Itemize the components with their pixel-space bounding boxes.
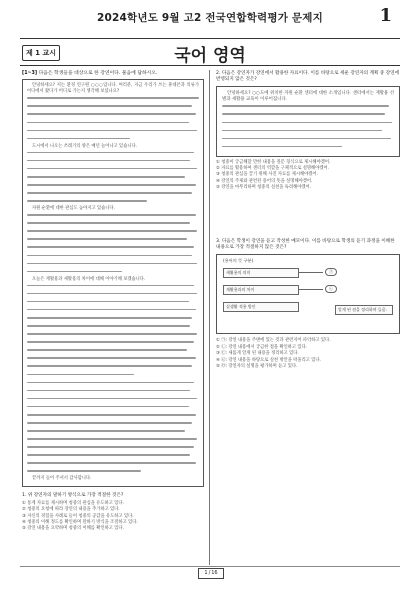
text-line bbox=[27, 105, 199, 111]
text-line bbox=[27, 160, 199, 166]
total-pages: 16 bbox=[211, 570, 218, 576]
text-line bbox=[222, 138, 394, 144]
question-2-option[interactable]: ③ 청중의 관심을 끌기 위해 사진 자료를 제시해야겠어. bbox=[216, 172, 318, 178]
text-line bbox=[27, 390, 199, 396]
text-line bbox=[222, 113, 394, 119]
group-text: 다음은 학생들을 대상으로 한 강연이다. 물음에 답하시오. bbox=[38, 71, 158, 76]
diagram-tag-2: ㉡ bbox=[325, 285, 337, 293]
text-line bbox=[27, 414, 199, 420]
group-instruction bbox=[22, 71, 204, 77]
question-2-option[interactable]: ⑤ 강연을 마무리하며 청중의 실천을 독려해야겠어. bbox=[216, 185, 312, 191]
memo-diagram bbox=[216, 254, 400, 334]
text-line bbox=[27, 406, 199, 412]
page-separator: / bbox=[208, 570, 211, 576]
passage-paragraph: 끝까지 들어 주셔서 감사합니다. bbox=[32, 476, 92, 482]
text-line bbox=[27, 301, 199, 307]
diagram-box-2: 재활용과의 차이 bbox=[223, 285, 299, 294]
text-line bbox=[27, 113, 199, 119]
question-2-material-box bbox=[216, 86, 400, 156]
question-1-option[interactable]: ② 청중의 요청에 따라 강연의 내용을 추가하고 있다. bbox=[22, 507, 120, 513]
diagram-connector bbox=[299, 289, 323, 290]
question-3-stem: 3. 다음은 학생이 강연을 듣고 작성한 메모이다. 이를 바탕으로 학생의 듣기 과정을 이해한 내용으로 가장 적절하지 않은 것은? bbox=[216, 239, 395, 251]
text-line bbox=[27, 230, 199, 236]
question-1-option[interactable]: ① 통계 자료를 제시하며 청중의 관심을 유도하고 있다. bbox=[22, 500, 124, 506]
text-line bbox=[222, 146, 394, 152]
question-3-option[interactable]: ② ㉡: 강연 내용에서 궁금한 점을 확인하고 있다. bbox=[216, 344, 308, 350]
text-line bbox=[27, 122, 199, 128]
text-line bbox=[27, 168, 199, 174]
text-line bbox=[27, 263, 199, 269]
text-line bbox=[222, 130, 394, 136]
header-rule bbox=[20, 38, 400, 39]
question-2-option[interactable]: ④ 강연의 주제와 관련된 용어의 뜻을 설명해야겠어. bbox=[216, 178, 313, 184]
material-text: 안녕하세요? ○○도에 위치한 자원 순환 센터에 대한 소개입니다. 센터에서는 재활용 선별과 새활용 교육이 이루어집니다. bbox=[222, 91, 394, 103]
text-line bbox=[27, 374, 199, 380]
text-line bbox=[27, 454, 199, 460]
text-line bbox=[27, 333, 199, 339]
text-line bbox=[27, 238, 199, 244]
text-line bbox=[27, 184, 199, 190]
question-1-stem: 1. 위 강연자의 말하기 방식으로 가장 적절한 것은? bbox=[22, 492, 124, 498]
column-divider bbox=[209, 70, 210, 565]
subject-title: 국어 영역 bbox=[174, 46, 246, 66]
question-3-option[interactable]: ⑤ ㉤: 강연자의 설명을 평가하며 듣고 있다. bbox=[216, 364, 298, 369]
passage-paragraph: 도시에서 나오는 쓰레기의 양은 매년 늘어나고 있습니다. bbox=[32, 143, 138, 149]
page-indicator bbox=[198, 568, 224, 579]
text-line bbox=[27, 365, 199, 371]
text-line bbox=[27, 222, 199, 228]
text-line bbox=[27, 462, 199, 468]
text-line bbox=[27, 341, 199, 347]
diagram-tag-1: ㉠ bbox=[325, 268, 337, 276]
text-line bbox=[27, 446, 199, 452]
text-line bbox=[27, 438, 199, 444]
question-2-option[interactable]: ① 청중이 궁금해할 만한 내용을 질문 형식으로 제시해야겠어. bbox=[216, 159, 331, 165]
footer-rule bbox=[20, 566, 400, 567]
text-line bbox=[222, 122, 394, 128]
text-line bbox=[27, 152, 199, 158]
diagram-box-3: 실생활 적용 방안 bbox=[223, 302, 299, 311]
question-1-option[interactable]: ⑤ 강연 내용을 요약하며 청중의 이해를 확인하고 있다. bbox=[22, 526, 124, 532]
passage-paragraph: 안녕하세요? 저는 환경 연구원 ○○○입니다. 여러분, 지금 우리가 쓰는 휴대폰과 의류가 어디에서 왔다가 어디로 가는지 생각해 보셨나요? bbox=[27, 83, 199, 95]
left-column bbox=[22, 71, 204, 533]
question-3-option[interactable]: ① ㉠: 강연 내용을 주변에 있는 것과 관련지어 파악하고 있다. bbox=[216, 338, 331, 344]
page-number-large: 1 bbox=[379, 5, 392, 26]
passage-paragraph: 자원 순환에 대한 관심도 높아지고 있습니다. bbox=[32, 206, 115, 212]
group-range: [1~3] bbox=[22, 71, 38, 76]
question-1-option[interactable]: ③ 자신의 경험을 사례로 들어 청중의 공감을 유도하고 있다. bbox=[22, 513, 134, 519]
question-2-stem: 2. 다음은 강연자가 강연에서 활용한 자료이다. 이를 바탕으로 세운 강연자의 계획 중 강연에 반영되지 않은 것은? bbox=[216, 71, 400, 83]
question-3-option[interactable]: ③ ㉢: 새롭게 알게 된 내용을 정리하고 있다. bbox=[216, 351, 299, 357]
text-line bbox=[27, 309, 199, 315]
text-line bbox=[27, 382, 199, 388]
text-line bbox=[27, 349, 199, 355]
text-line bbox=[27, 255, 199, 261]
text-line bbox=[27, 285, 199, 291]
text-line bbox=[27, 398, 199, 404]
diagram-top-label: (용어의 뜻 구분) bbox=[223, 258, 254, 264]
text-line bbox=[222, 105, 394, 111]
right-column bbox=[216, 71, 400, 370]
question-1-option[interactable]: ④ 청중의 이해 정도를 확인하며 말하기 방식을 조절하고 있다. bbox=[22, 520, 138, 526]
passage-paragraph: 오늘은 재활용과 새활용의 차이에 대해 이야기해 보겠습니다. bbox=[32, 276, 146, 282]
text-line bbox=[27, 97, 199, 103]
diagram-note: 알게 된 점을 정리하며 들음. bbox=[335, 305, 393, 314]
text-line bbox=[27, 357, 199, 363]
text-line bbox=[27, 422, 199, 428]
text-line bbox=[27, 176, 199, 182]
text-line bbox=[27, 214, 199, 220]
diagram-connector bbox=[299, 272, 323, 273]
text-line bbox=[27, 325, 199, 331]
text-line bbox=[27, 293, 199, 299]
lecture-passage bbox=[22, 79, 204, 486]
session-badge: 제 1 교시 bbox=[22, 45, 60, 61]
text-line bbox=[27, 317, 199, 323]
question-2-option[interactable]: ② 자료를 활용하여 센터의 역할을 구체적으로 설명해야겠어. bbox=[216, 166, 330, 172]
text-line bbox=[27, 246, 199, 252]
question-3-option[interactable]: ④ ㉣: 강연 내용을 바탕으로 실천 방안을 떠올리고 있다. bbox=[216, 357, 321, 363]
text-line bbox=[27, 130, 199, 136]
subject-rule bbox=[20, 65, 400, 66]
text-line bbox=[27, 430, 199, 436]
exam-title: 2024학년도 9월 고2 전국연합학력평가 문제지 bbox=[97, 12, 323, 24]
current-page: 1 bbox=[204, 570, 208, 576]
text-line bbox=[27, 192, 199, 198]
diagram-box-1: 새활용의 의미 bbox=[223, 268, 299, 277]
